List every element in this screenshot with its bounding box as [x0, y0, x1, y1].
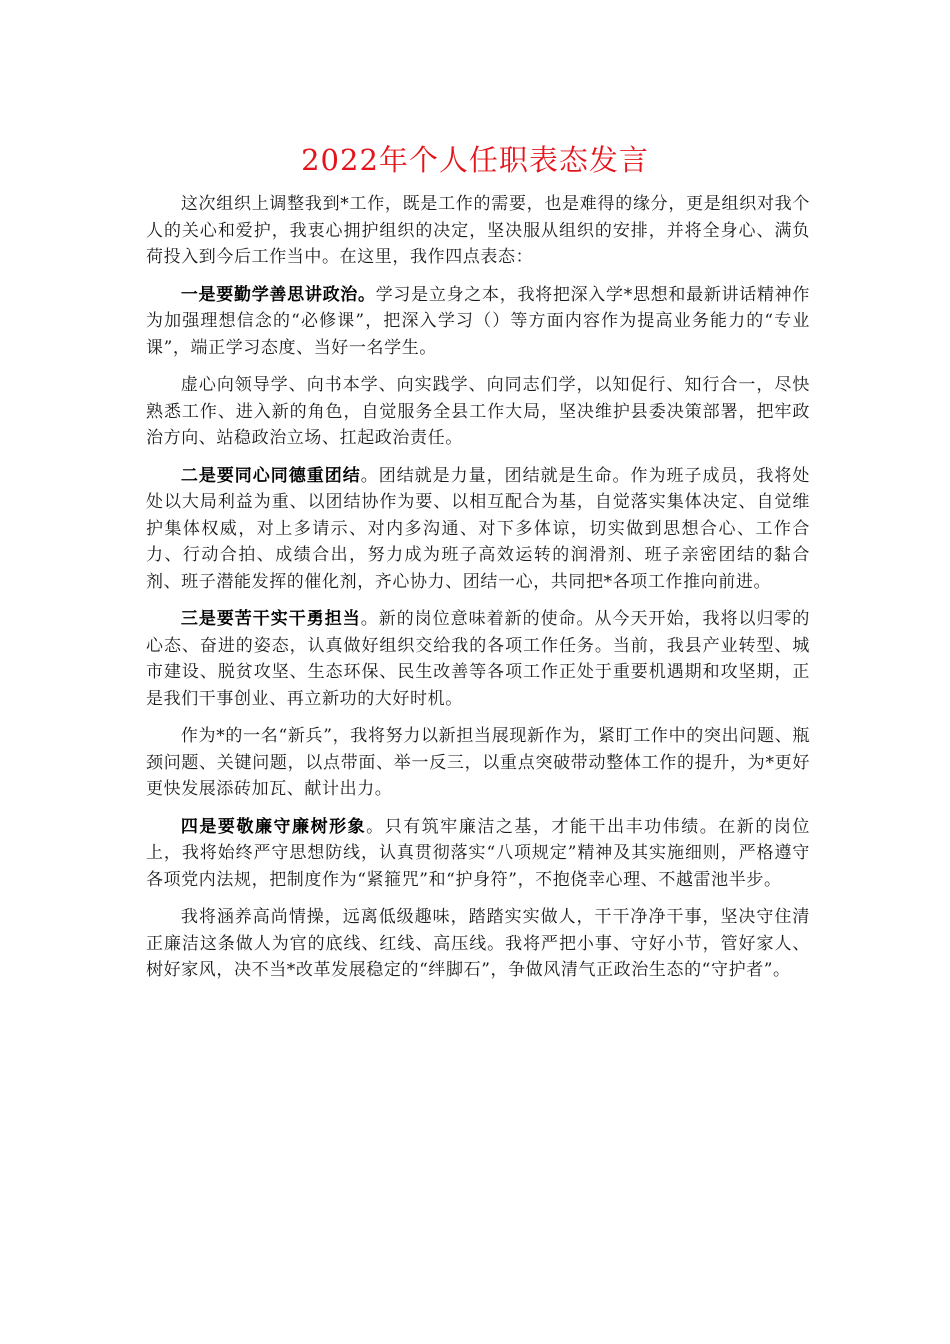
paragraph-text: 这次组织上调整我到*工作，既是工作的需要，也是难得的缘分，更是组织对我个人的关心和爱护，我衷心拥护组织的决定，坚决服从组织的安排，并将全身心、满负荷投入到今后工作当中。在这里，我作四点表态： [146, 194, 810, 267]
paragraph-heading: 一是要勤学善思讲政治。 [180, 284, 376, 305]
paragraph-point-1 [146, 282, 810, 362]
paragraph-text: 。只有筑牢廉洁之基，才能干出丰功伟绩。在新的岗位上，我将始终严守思想防线，认真贯彻落实“八项规定”精神及其实施细则，严格遵守各项党内法规，把制度作为“紧箍咒”和“护身符”，不抱侥幸心理、不越雷池半步。 [146, 816, 811, 890]
paragraph-point-3-cont [146, 723, 810, 803]
paragraph-text: 作为*的一名“新兵”，我将努力以新担当展现新作为，紧盯工作中的突出问题、瓶颈问题、关键问题，以点带面、举一反三，以重点突破带动整体工作的提升，为*更好更快发展添砖加瓦、献计出力。 [146, 726, 810, 799]
paragraph-intro [146, 191, 810, 271]
paragraph-heading: 三是要苦干实干勇担当 [180, 609, 361, 629]
paragraph-point-1-cont [146, 372, 810, 452]
paragraph-point-4-cont [146, 904, 810, 984]
paragraph-heading: 二是要同心同德重团结 [180, 465, 361, 486]
paragraph-heading: 四是要敬廉守廉树形象 [180, 816, 367, 837]
paragraph-text: 学习是立身之本，我将把深入学*思想和最新讲话精神作为加强理想信念的“必修课”，把深入学习（）等方面内容作为提高业务能力的“专业课”，端正学习态度、当好一名学生。 [146, 284, 810, 358]
paragraph-text: 我将涵养高尚情操，远离低级趣味，踏踏实实做人，干干净净干事，坚决守住清正廉洁这条做人为官的底线、红线、高压线。我将严把小事、守好小节，管好家人、树好家风，决不当*改革发展稳定的“绊脚石”，争做风清气正政治生态的“守护者”。 [146, 907, 810, 980]
paragraph-text: 。新的岗位意味着新的使命。从今天开始，我将以归零的心态、奋进的姿态，认真做好组织交给我的各项工作任务。当前，我县产业转型、城市建设、脱贫攻坚、生态环保、民生改善等各项工作正处于重要机遇期和攻坚期，正是我们干事创业、再立新功的大好时机。 [146, 609, 811, 709]
page-title: 2022年个人任职表态发言 [301, 143, 649, 177]
paragraph-text: 。团结就是力量，团结就是生命。作为班子成员，我将处处以大局利益为重、以团结协作为要、以相互配合为基，自觉落实集体决定、自觉维护集体权威，对上多请示、对内多沟通、对下多体谅，切实做到思想合心、工作合力、行动合拍、成绩合出，努力成为班子高效运转的润滑剂、班子亲密团结的黏合剂、班子潜能发挥的催化剂，齐心协力、团结一心，共同把*各项工作推向前进。 [146, 465, 811, 592]
paragraph-point-2 [146, 463, 810, 596]
paragraph-text: 虚心向领导学、向书本学、向实践学、向同志们学，以知促行、知行合一，尽快熟悉工作、进入新的角色，自觉服务全县工作大局，坚决维护县委决策部署，把牢政治方向、站稳政治立场、扛起政治责任。 [146, 375, 810, 448]
document-body [146, 191, 810, 995]
paragraph-point-4 [146, 814, 810, 894]
paragraph-point-3 [146, 606, 810, 712]
